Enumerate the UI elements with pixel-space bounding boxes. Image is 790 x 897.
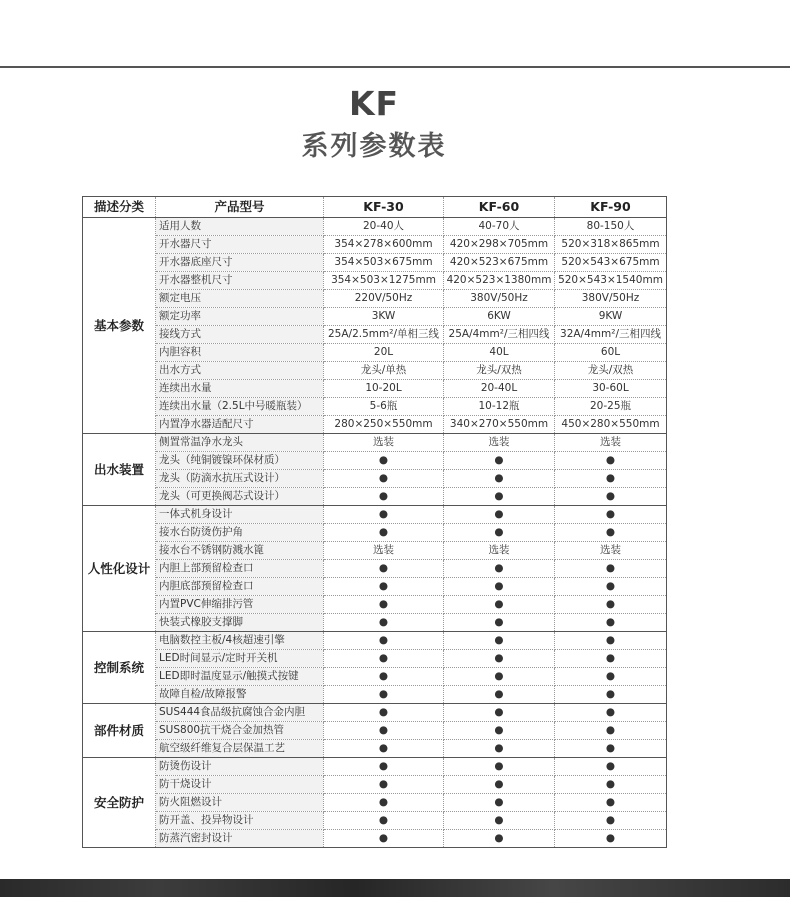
value-cell: 龙头/双热 [444,362,555,380]
value-cell: 354×503×1275mm [324,272,444,290]
value-cell: ● [555,722,667,740]
value-cell: 20L [324,344,444,362]
value-cell: 选装 [444,542,555,560]
value-cell: ● [324,524,444,542]
item-cell: 龙头（纯铜镀镍环保材质） [156,452,324,470]
item-cell: 防火阻燃设计 [156,794,324,812]
table-row [83,830,667,848]
value-cell: ● [555,668,667,686]
value-cell: ● [555,758,667,776]
top-divider [0,66,790,68]
value-cell: ● [444,776,555,794]
value-cell: 220V/50Hz [324,290,444,308]
value-cell: ● [324,686,444,704]
value-cell: ● [555,632,667,650]
item-cell: 防开盖、投异物设计 [156,812,324,830]
table-row [83,722,667,740]
item-cell: LED即时温度显示/触摸式按键 [156,668,324,686]
value-cell: 选装 [324,434,444,452]
value-cell: ● [324,740,444,758]
item-cell: 接线方式 [156,326,324,344]
item-cell: 侧置常温净水龙头 [156,434,324,452]
value-cell: ● [555,506,667,524]
value-cell: ● [444,686,555,704]
value-cell: 选装 [555,542,667,560]
table-row [83,344,667,362]
item-cell: 出水方式 [156,362,324,380]
value-cell: ● [444,632,555,650]
value-cell: 20-25瓶 [555,398,667,416]
item-cell: 龙头（可更换阀芯式设计） [156,488,324,506]
table-row [83,686,667,704]
value-cell: 420×523×1380mm [444,272,555,290]
table-row [83,758,667,776]
value-cell: 5-6瓶 [324,398,444,416]
value-cell: ● [555,452,667,470]
value-cell: ● [324,632,444,650]
value-cell: ● [324,452,444,470]
value-cell: ● [555,830,667,848]
value-cell: ● [324,470,444,488]
value-cell: ● [555,704,667,722]
value-cell: ● [444,614,555,632]
value-cell: ● [324,614,444,632]
value-cell: ● [324,722,444,740]
item-cell: 连续出水量 [156,380,324,398]
item-cell: SUS444食品级抗腐蚀合金内胆 [156,704,324,722]
value-cell: ● [324,758,444,776]
value-cell: 354×278×600mm [324,236,444,254]
value-cell: ● [555,686,667,704]
value-cell: ● [324,776,444,794]
value-cell: 354×503×675mm [324,254,444,272]
table-row [83,596,667,614]
page-subtitle: 系列参数表 [301,131,447,162]
category-cell: 控制系统 [83,632,156,704]
value-cell: 32A/4mm²/三相四线 [555,326,667,344]
value-cell: 80-150人 [555,218,667,236]
table-row [83,398,667,416]
item-cell: 防干烧设计 [156,776,324,794]
item-cell: 电脑数控主板/4核超速引擎 [156,632,324,650]
table-row [83,434,667,452]
value-cell: ● [324,812,444,830]
header-kf30: KF-30 [324,197,444,218]
value-cell: 520×543×675mm [555,254,667,272]
table-row [83,542,667,560]
table-row [83,740,667,758]
value-cell: ● [324,560,444,578]
item-cell: 龙头（防滴水抗压式设计） [156,470,324,488]
value-cell: 20-40人 [324,218,444,236]
table-row [83,452,667,470]
item-cell: 适用人数 [156,218,324,236]
item-cell: 接水台防烫伤护角 [156,524,324,542]
value-cell: ● [555,524,667,542]
value-cell: 25A/4mm²/三相四线 [444,326,555,344]
value-cell: ● [444,452,555,470]
value-cell: 20-40L [444,380,555,398]
value-cell: ● [555,794,667,812]
item-cell: SUS800抗干烧合金加热管 [156,722,324,740]
value-cell: 龙头/双热 [555,362,667,380]
value-cell: ● [444,704,555,722]
value-cell: ● [444,560,555,578]
item-cell: 内置PVC伸缩排污管 [156,596,324,614]
table-row [83,308,667,326]
value-cell: ● [444,596,555,614]
value-cell: ● [444,578,555,596]
value-cell: ● [324,506,444,524]
value-cell: ● [555,470,667,488]
value-cell: ● [555,578,667,596]
header-kf90: KF-90 [555,197,667,218]
value-cell: ● [555,614,667,632]
item-cell: 防烫伤设计 [156,758,324,776]
value-cell: 6KW [444,308,555,326]
spec-table [82,196,667,848]
item-cell: 开水器整机尺寸 [156,272,324,290]
table-row [83,326,667,344]
value-cell: 10-12瓶 [444,398,555,416]
table-row [83,560,667,578]
value-cell: ● [555,560,667,578]
table-row [83,290,667,308]
value-cell: 25A/2.5mm²/单相三线 [324,326,444,344]
value-cell: ● [324,650,444,668]
value-cell: ● [324,668,444,686]
category-cell: 人性化设计 [83,506,156,632]
value-cell: 280×250×550mm [324,416,444,434]
table-row [83,524,667,542]
value-cell: ● [555,740,667,758]
table-row [83,218,667,236]
value-cell: 选装 [555,434,667,452]
value-cell: ● [324,794,444,812]
value-cell: ● [444,488,555,506]
value-cell: 380V/50Hz [444,290,555,308]
value-cell: 380V/50Hz [555,290,667,308]
value-cell: ● [444,812,555,830]
value-cell: 450×280×550mm [555,416,667,434]
item-cell: 额定功率 [156,308,324,326]
bottom-banner [0,879,790,897]
item-cell: LED时间显示/定时开关机 [156,650,324,668]
value-cell: ● [324,578,444,596]
value-cell: ● [324,830,444,848]
value-cell: 60L [555,344,667,362]
header-model: 产品型号 [156,197,324,218]
value-cell: 40L [444,344,555,362]
item-cell: 防蒸汽密封设计 [156,830,324,848]
header-kf60: KF-60 [444,197,555,218]
header-category: 描述分类 [83,197,156,218]
table-row [83,236,667,254]
table-row [83,668,667,686]
item-cell: 一体式机身设计 [156,506,324,524]
table-row [83,488,667,506]
page-title: KF [348,84,400,123]
table-row [83,704,667,722]
item-cell: 开水器底座尺寸 [156,254,324,272]
value-cell: ● [444,758,555,776]
table-row [83,506,667,524]
value-cell: ● [324,704,444,722]
table-row [83,578,667,596]
value-cell: 420×298×705mm [444,236,555,254]
table-row [83,380,667,398]
value-cell: ● [444,524,555,542]
value-cell: 30-60L [555,380,667,398]
value-cell: 选装 [444,434,555,452]
value-cell: ● [555,812,667,830]
value-cell: ● [555,650,667,668]
item-cell: 内胆底部预留检查口 [156,578,324,596]
value-cell: 10-20L [324,380,444,398]
item-cell: 开水器尺寸 [156,236,324,254]
table-row [83,776,667,794]
item-cell: 接水台不锈钢防溅水篦 [156,542,324,560]
item-cell: 快装式橡胶支撑脚 [156,614,324,632]
value-cell: 520×543×1540mm [555,272,667,290]
value-cell: ● [444,470,555,488]
item-cell: 内胆容积 [156,344,324,362]
value-cell: 龙头/单热 [324,362,444,380]
table-row [83,812,667,830]
value-cell: 340×270×550mm [444,416,555,434]
value-cell: 520×318×865mm [555,236,667,254]
value-cell: ● [444,830,555,848]
item-cell: 航空级纤维复合层保温工艺 [156,740,324,758]
table-row [83,416,667,434]
item-cell: 连续出水量（2.5L中号暖瓶装） [156,398,324,416]
item-cell: 内置净水器适配尺寸 [156,416,324,434]
table-row [83,650,667,668]
value-cell: ● [555,596,667,614]
table-body [83,218,667,848]
category-cell: 部件材质 [83,704,156,758]
table-header-row [83,197,667,218]
value-cell: ● [324,596,444,614]
table-row [83,470,667,488]
table-row [83,632,667,650]
value-cell: ● [324,488,444,506]
value-cell: ● [444,722,555,740]
item-cell: 额定电压 [156,290,324,308]
value-cell: ● [444,668,555,686]
category-cell: 安全防护 [83,758,156,848]
value-cell: 9KW [555,308,667,326]
value-cell: 选装 [324,542,444,560]
item-cell: 内胆上部预留检查口 [156,560,324,578]
value-cell: ● [555,488,667,506]
category-cell: 出水装置 [83,434,156,506]
category-cell: 基本参数 [83,218,156,434]
value-cell: ● [555,776,667,794]
value-cell: ● [444,650,555,668]
item-cell: 故障自检/故障报警 [156,686,324,704]
table-row [83,272,667,290]
table-row [83,614,667,632]
value-cell: 40-70人 [444,218,555,236]
value-cell: ● [444,740,555,758]
table-row [83,362,667,380]
table-row [83,254,667,272]
value-cell: ● [444,794,555,812]
value-cell: ● [444,506,555,524]
value-cell: 420×523×675mm [444,254,555,272]
table-row [83,794,667,812]
value-cell: 3KW [324,308,444,326]
